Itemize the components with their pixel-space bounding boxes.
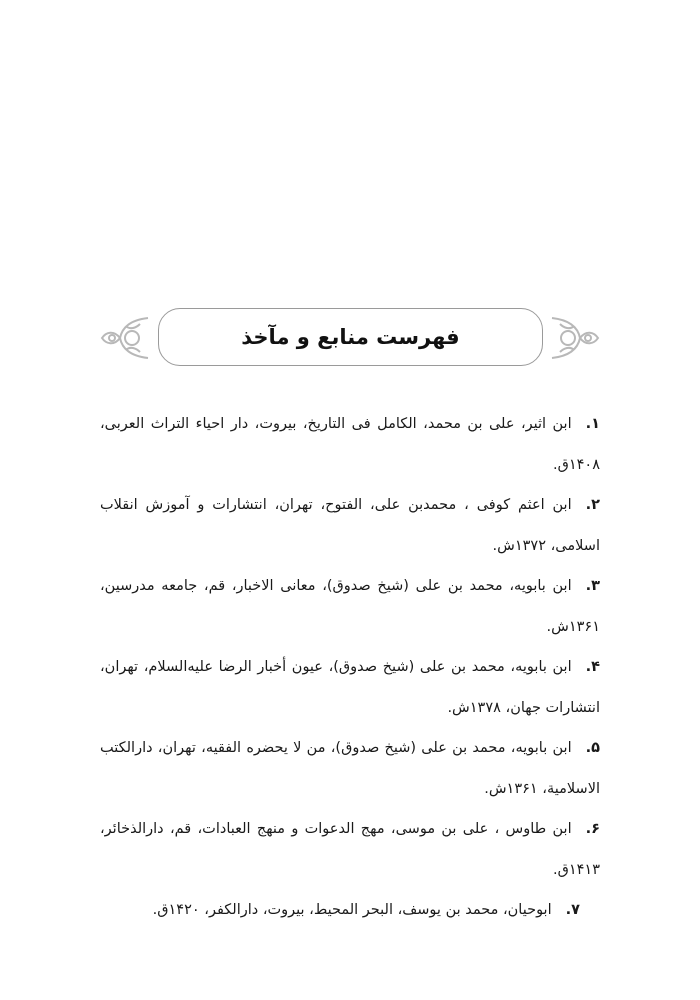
reference-text: ابن اعثم کوفی ، محمدبن علی، الفتوح، تهران، انتشارات و آموزش انقلاب اسلامی، ۱۳۷۲ش. [100,497,600,554]
reference-number: ۶. [585,821,600,837]
reference-item [100,566,600,647]
reference-list [100,404,600,931]
reference-text: ابن بابویه، محمد بن علی (شیخ صدوق)، معانی الاخبار، قم، جامعه مدرسین، ۱۳۶۱ش. [100,578,600,635]
reference-number: ۴. [585,659,600,675]
reference-text: ابن طاوس ، علی بن موسی، مهج الدعوات و منهج العبادات، قم، دارالذخائر، ۱۴۱۳ق. [100,821,600,878]
reference-item [100,890,600,931]
reference-item [100,728,600,809]
reference-text: ابن بابویه، محمد بن علی (شیخ صدوق)، من لا یحضره الفقیه، تهران، دارالکتب الاسلامیة، ۱۳۶۱ش. [100,740,600,797]
reference-item [100,809,600,890]
ornament-icon [550,314,600,362]
reference-text: ابن اثیر، علی بن محمد، الکامل فی التاریخ، بیروت، دار احیاء التراث العربی، ۱۴۰۸ق. [100,416,600,473]
reference-item [100,485,600,566]
reference-text: ابن بابویه، محمد بن علی (شیخ صدوق)، عیون أخبار الرضا علیه‌السلام، تهران، انتشارات جهان، ۱۳۷۸ش. [100,659,600,716]
ornament-icon [100,314,150,362]
reference-text: ابوحیان، محمد بن یوسف، البحر المحیط، بیروت، دارالکفر، ۱۴۲۰ق. [152,902,552,918]
reference-number: ۷. [565,902,580,918]
page-title: فهرست منابع و مآخذ [241,325,460,349]
reference-number: ۳. [585,578,600,594]
section-header [100,306,600,370]
title-frame [158,308,543,366]
reference-number: ۱. [585,416,600,432]
reference-number: ۵. [585,740,600,756]
reference-number: ۲. [585,497,600,513]
reference-item [100,647,600,728]
reference-item [100,404,600,485]
